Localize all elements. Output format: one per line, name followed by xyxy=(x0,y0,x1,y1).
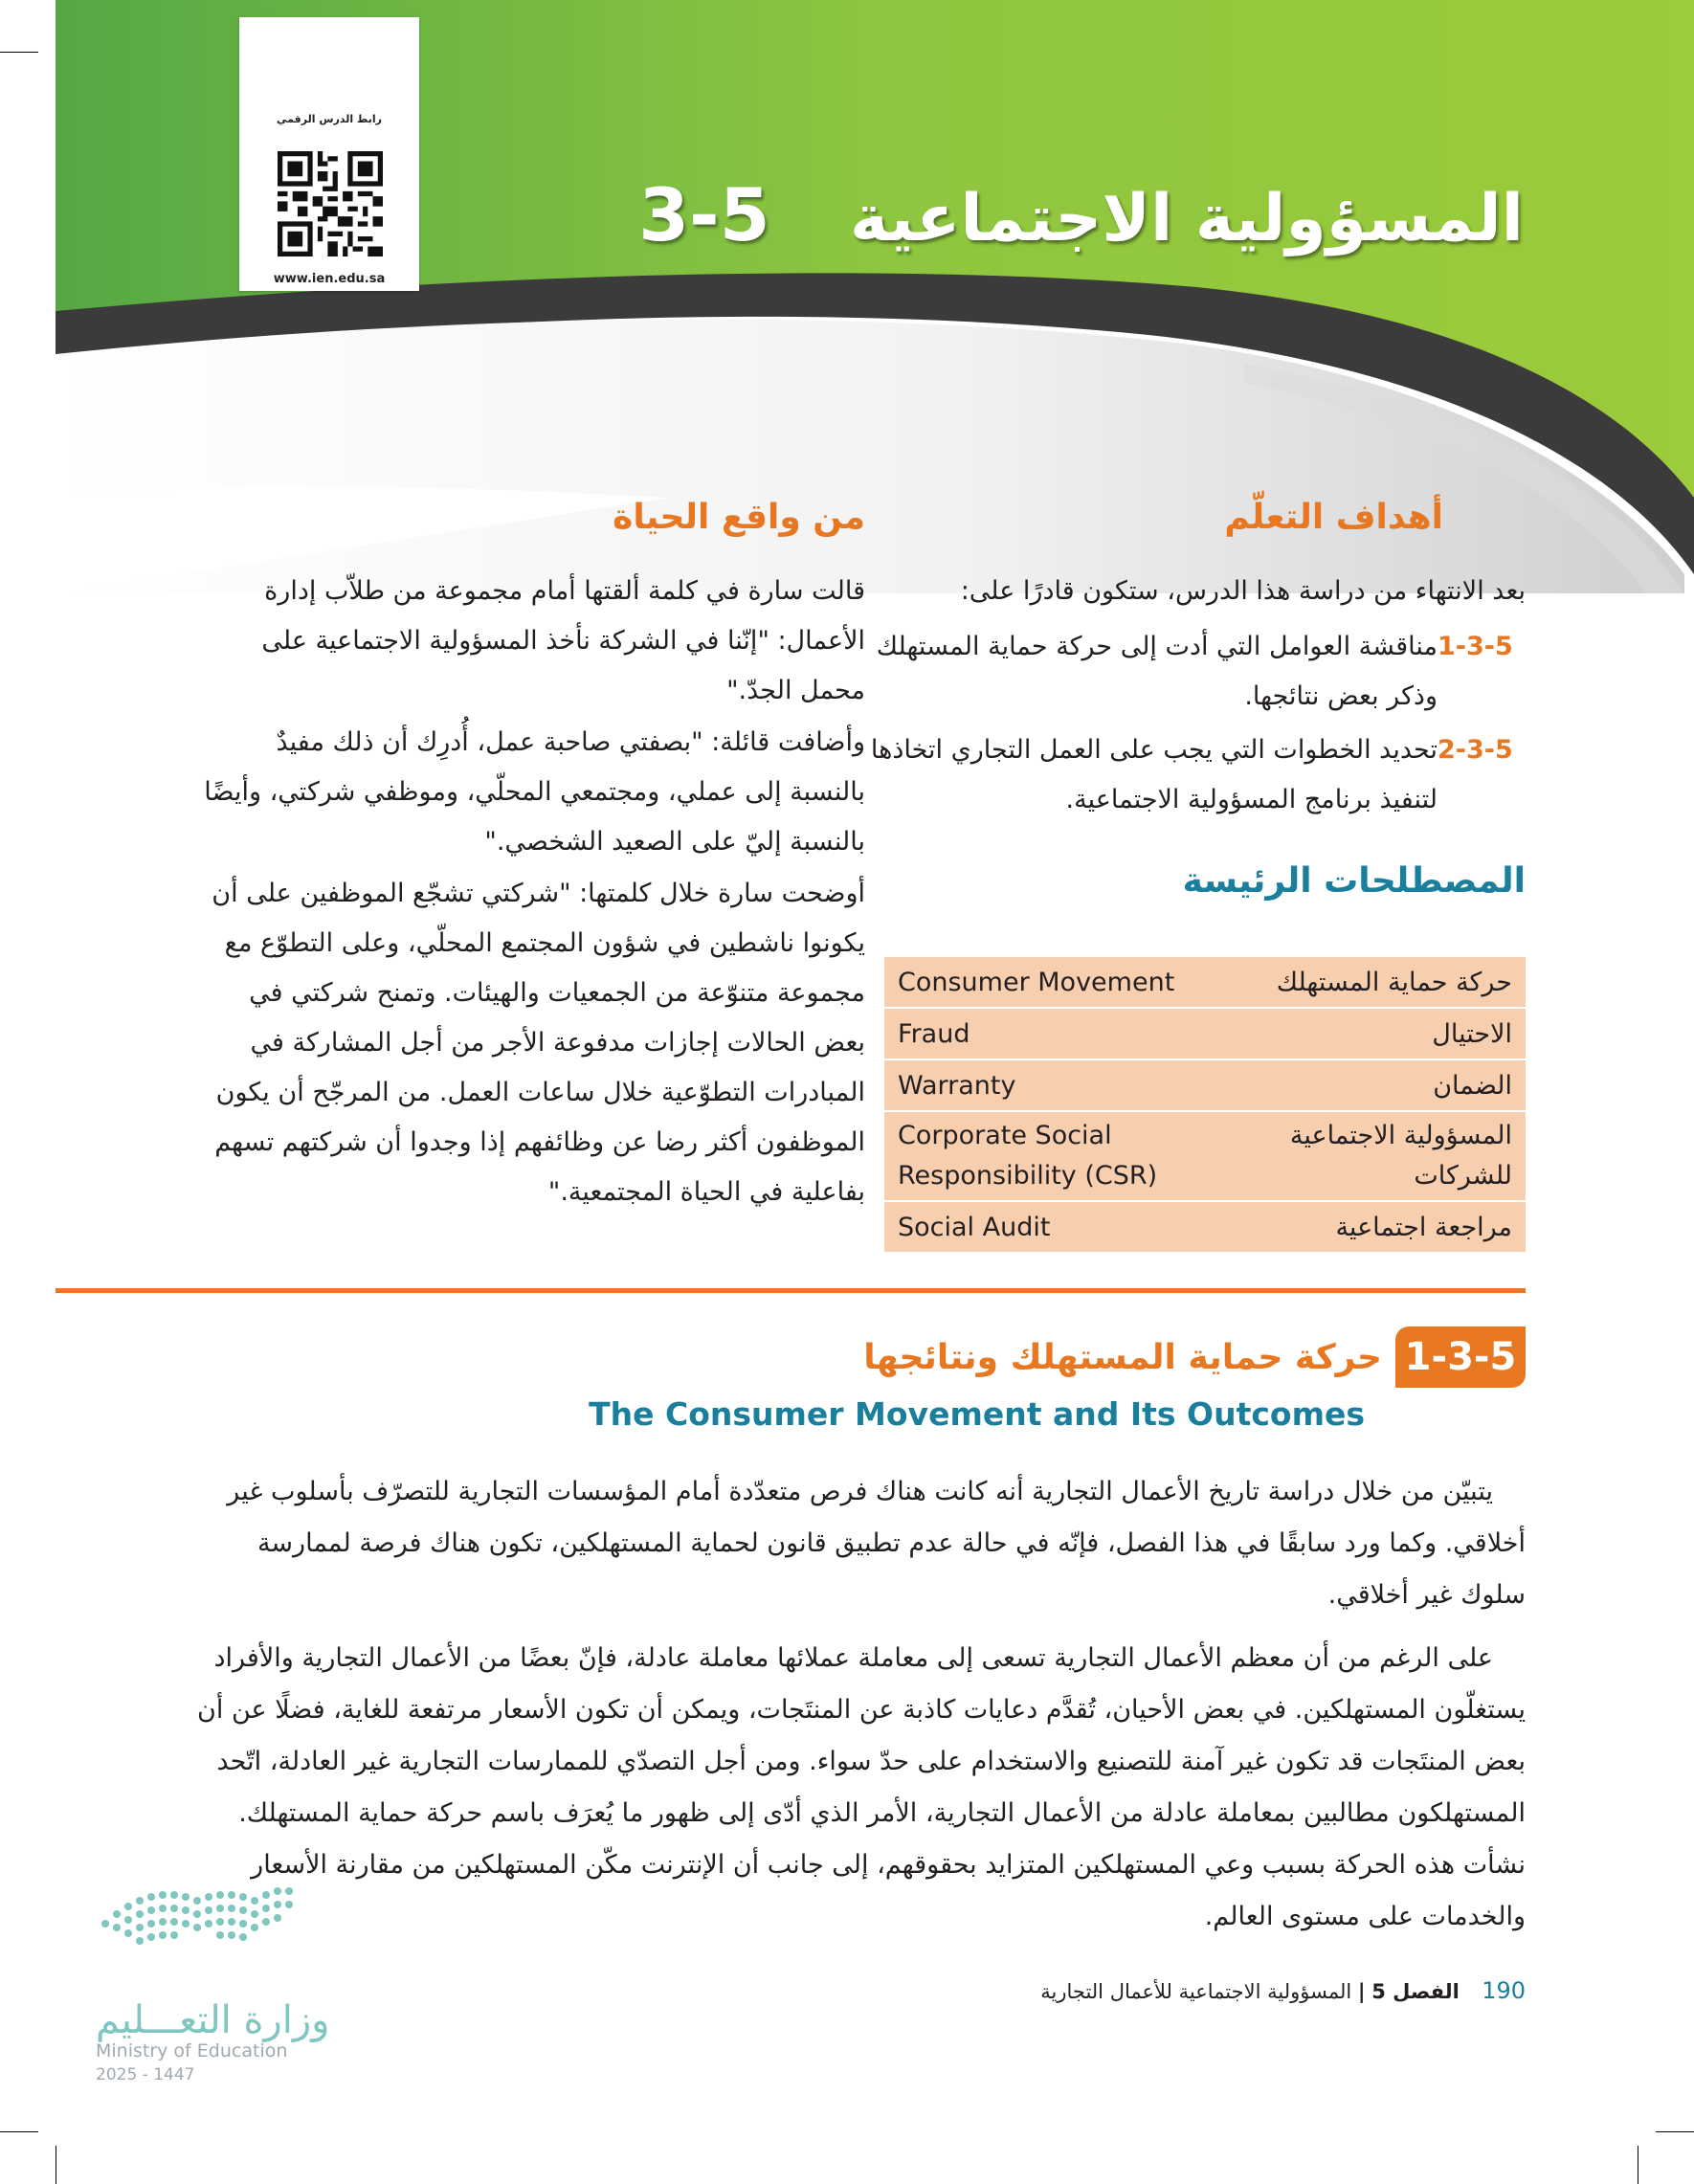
ministry-name-ar: وزارة التعـــليم xyxy=(96,1998,330,2042)
ministry-name-en: Ministry of Education xyxy=(96,2040,288,2061)
section-divider xyxy=(56,1288,1526,1293)
ministry-logo-icon xyxy=(96,1876,306,1952)
section-paragraph: يتبيّن من خلال دراسة تاريخ الأعمال التجارية أنه كانت هناك فرص متعدّدة أمام المؤسسات التجارية للتصرّف بأسلوب غير أخلاقي. وكما ورد سابقًا في هذا الفصل، فإنّه في حالة عدم تطبيق قانون لحماية المستهلكين، تكون هناك فرصة لممارسة سلوك غير أخلاقي. xyxy=(227,1477,1526,1610)
objective-number: 2-3-5 xyxy=(1438,735,1513,765)
term-en: Warranty xyxy=(884,1059,1198,1111)
table-row xyxy=(884,1059,1526,1111)
term-en: Corporate Social Responsibility (CSR) xyxy=(884,1111,1198,1201)
real-life-paragraph: وأضافت قائلة: "بصفتي صاحبة عمل، أُدرِك أن ذلك مفيدٌ بالنسبة إلى عملي، ومجتمعي المحلّي، وموظفي شركتي، وأيضًا بالنسبة إليّ على الصعيد الشخصي." xyxy=(204,727,865,857)
page-footer xyxy=(1040,1977,1526,2004)
objective-text: تحديد الخطوات التي يجب على العمل التجاري اتخاذها لتنفيذ برنامج المسؤولية الاجتماعية. xyxy=(870,735,1438,814)
objective-text: مناقشة العوامل التي أدت إلى حركة حماية المستهلك وذكر بعض نتائجها. xyxy=(876,632,1438,711)
real-life-paragraph: أوضحت سارة خلال كلمتها: "شركتي تشجّع الموظفين على أن يكونوا ناشطين في شؤون المجتمع المحلّي، وعلى التطوّع مع مجموعة متنوّعة من الجمعيات والهيئات. وتمنح شركتي في بعض الحالات إجازات مدفوعة الأجر من أجل المشاركة في المبادرات التطوّعية خلال ساعات العمل. من المرجّح أن يكون الموظفون أكثر رضا عن وظائفهم إذا وجدوا أن شركتهم تسهم بفاعلية في الحياة المجتمعية." xyxy=(212,879,865,1207)
term-ar: مراجعة اجتماعية xyxy=(1198,1201,1526,1253)
term-en: Consumer Movement xyxy=(884,957,1198,1008)
section-title-en: The Consumer Movement and Its Outcomes xyxy=(589,1395,1365,1433)
chapter-title: المسؤولية الاجتماعية للأعمال التجارية xyxy=(1040,1980,1352,2003)
key-terms-table xyxy=(884,957,1526,1254)
ministry-year: 2025 - 1447 xyxy=(96,2065,195,2084)
qr-code-icon[interactable] xyxy=(278,151,383,256)
real-life-paragraph: قالت سارة في كلمة ألقتها أمام مجموعة من طلاّب إدارة الأعمال: "إنّنا في الشركة نأخذ المسؤولية الاجتماعية على محمل الجدّ." xyxy=(261,576,865,705)
section-body xyxy=(186,1466,1526,1954)
term-ar: الضمان xyxy=(1198,1059,1526,1111)
section-number-badge: 1-3-5 xyxy=(1395,1326,1526,1388)
section-paragraph: على الرغم من أن معظم الأعمال التجارية تسعى إلى معاملة عملائها معاملة عادلة، فإنّ بعضًا من الأعمال التجارية والأفراد يستغلّون المستهلكين. في بعض الأحيان، تُقدَّم دعايات كاذبة عن المنتَجات، ويمكن أن تكون الأسعار مرتفعة للغاية، فضلًا عن أن بعض المنتَجات قد تكون غير آمنة للتصنيع والاستخدام على حدّ سواء. ومن أجل التصدّي للممارسات التجارية غير العادلة، اتّحد المستهلكون مطالبين بمعاملة عادلة من الأعمال التجارية، الأمر الذي أدّى إلى ظهور ما يُعرَف باسم حركة حماية المستهلك. نشأت هذه الحركة بسبب وعي المستهلكين المتزايد بحقوقهم، إلى جانب أن الإنترنت مكّن المستهلكين من مقارنة الأسعار والخدمات على مستوى العالم. xyxy=(197,1643,1526,1931)
section-title-ar: حركة حماية المستهلك ونتائجها xyxy=(863,1338,1382,1377)
objective-item xyxy=(817,622,1526,722)
objective-number: 1-3-5 xyxy=(1438,632,1513,661)
table-row xyxy=(884,957,1526,1008)
objectives-intro: بعد الانتهاء من دراسة هذا الدرس، ستكون قادرًا على: xyxy=(960,576,1526,606)
term-ar: حركة حماية المستهلك xyxy=(1198,957,1526,1008)
footer-separator: | xyxy=(1357,1980,1366,2003)
objectives-title: أهداف التعلّم xyxy=(1224,498,1443,537)
term-ar: الاحتيال xyxy=(1198,1008,1526,1059)
term-en: Fraud xyxy=(884,1008,1198,1059)
table-row xyxy=(884,1201,1526,1253)
lesson-number: 3-5 xyxy=(638,172,770,257)
crop-mark xyxy=(1656,2131,1694,2132)
page-number: 190 xyxy=(1482,1977,1526,2004)
table-row xyxy=(884,1008,1526,1059)
chapter-label: الفصل 5 xyxy=(1371,1980,1460,2003)
qr-url[interactable]: www.ien.edu.sa xyxy=(273,272,386,286)
table-row xyxy=(884,1111,1526,1201)
qr-card[interactable] xyxy=(239,17,419,291)
lesson-heading xyxy=(638,172,1524,257)
real-life-title: من واقع الحياة xyxy=(613,498,865,537)
real-life-text xyxy=(199,567,865,1219)
qr-label: رابط الدرس الرقمي xyxy=(277,113,382,125)
term-en: Social Audit xyxy=(884,1201,1198,1253)
objective-item xyxy=(817,725,1526,825)
lesson-title: المسؤولية الاجتماعية xyxy=(849,181,1524,256)
term-ar: المسؤولية الاجتماعية للشركات xyxy=(1198,1111,1526,1201)
key-terms-title: المصطلحات الرئيسة xyxy=(1182,861,1526,901)
crop-mark xyxy=(0,2131,38,2132)
